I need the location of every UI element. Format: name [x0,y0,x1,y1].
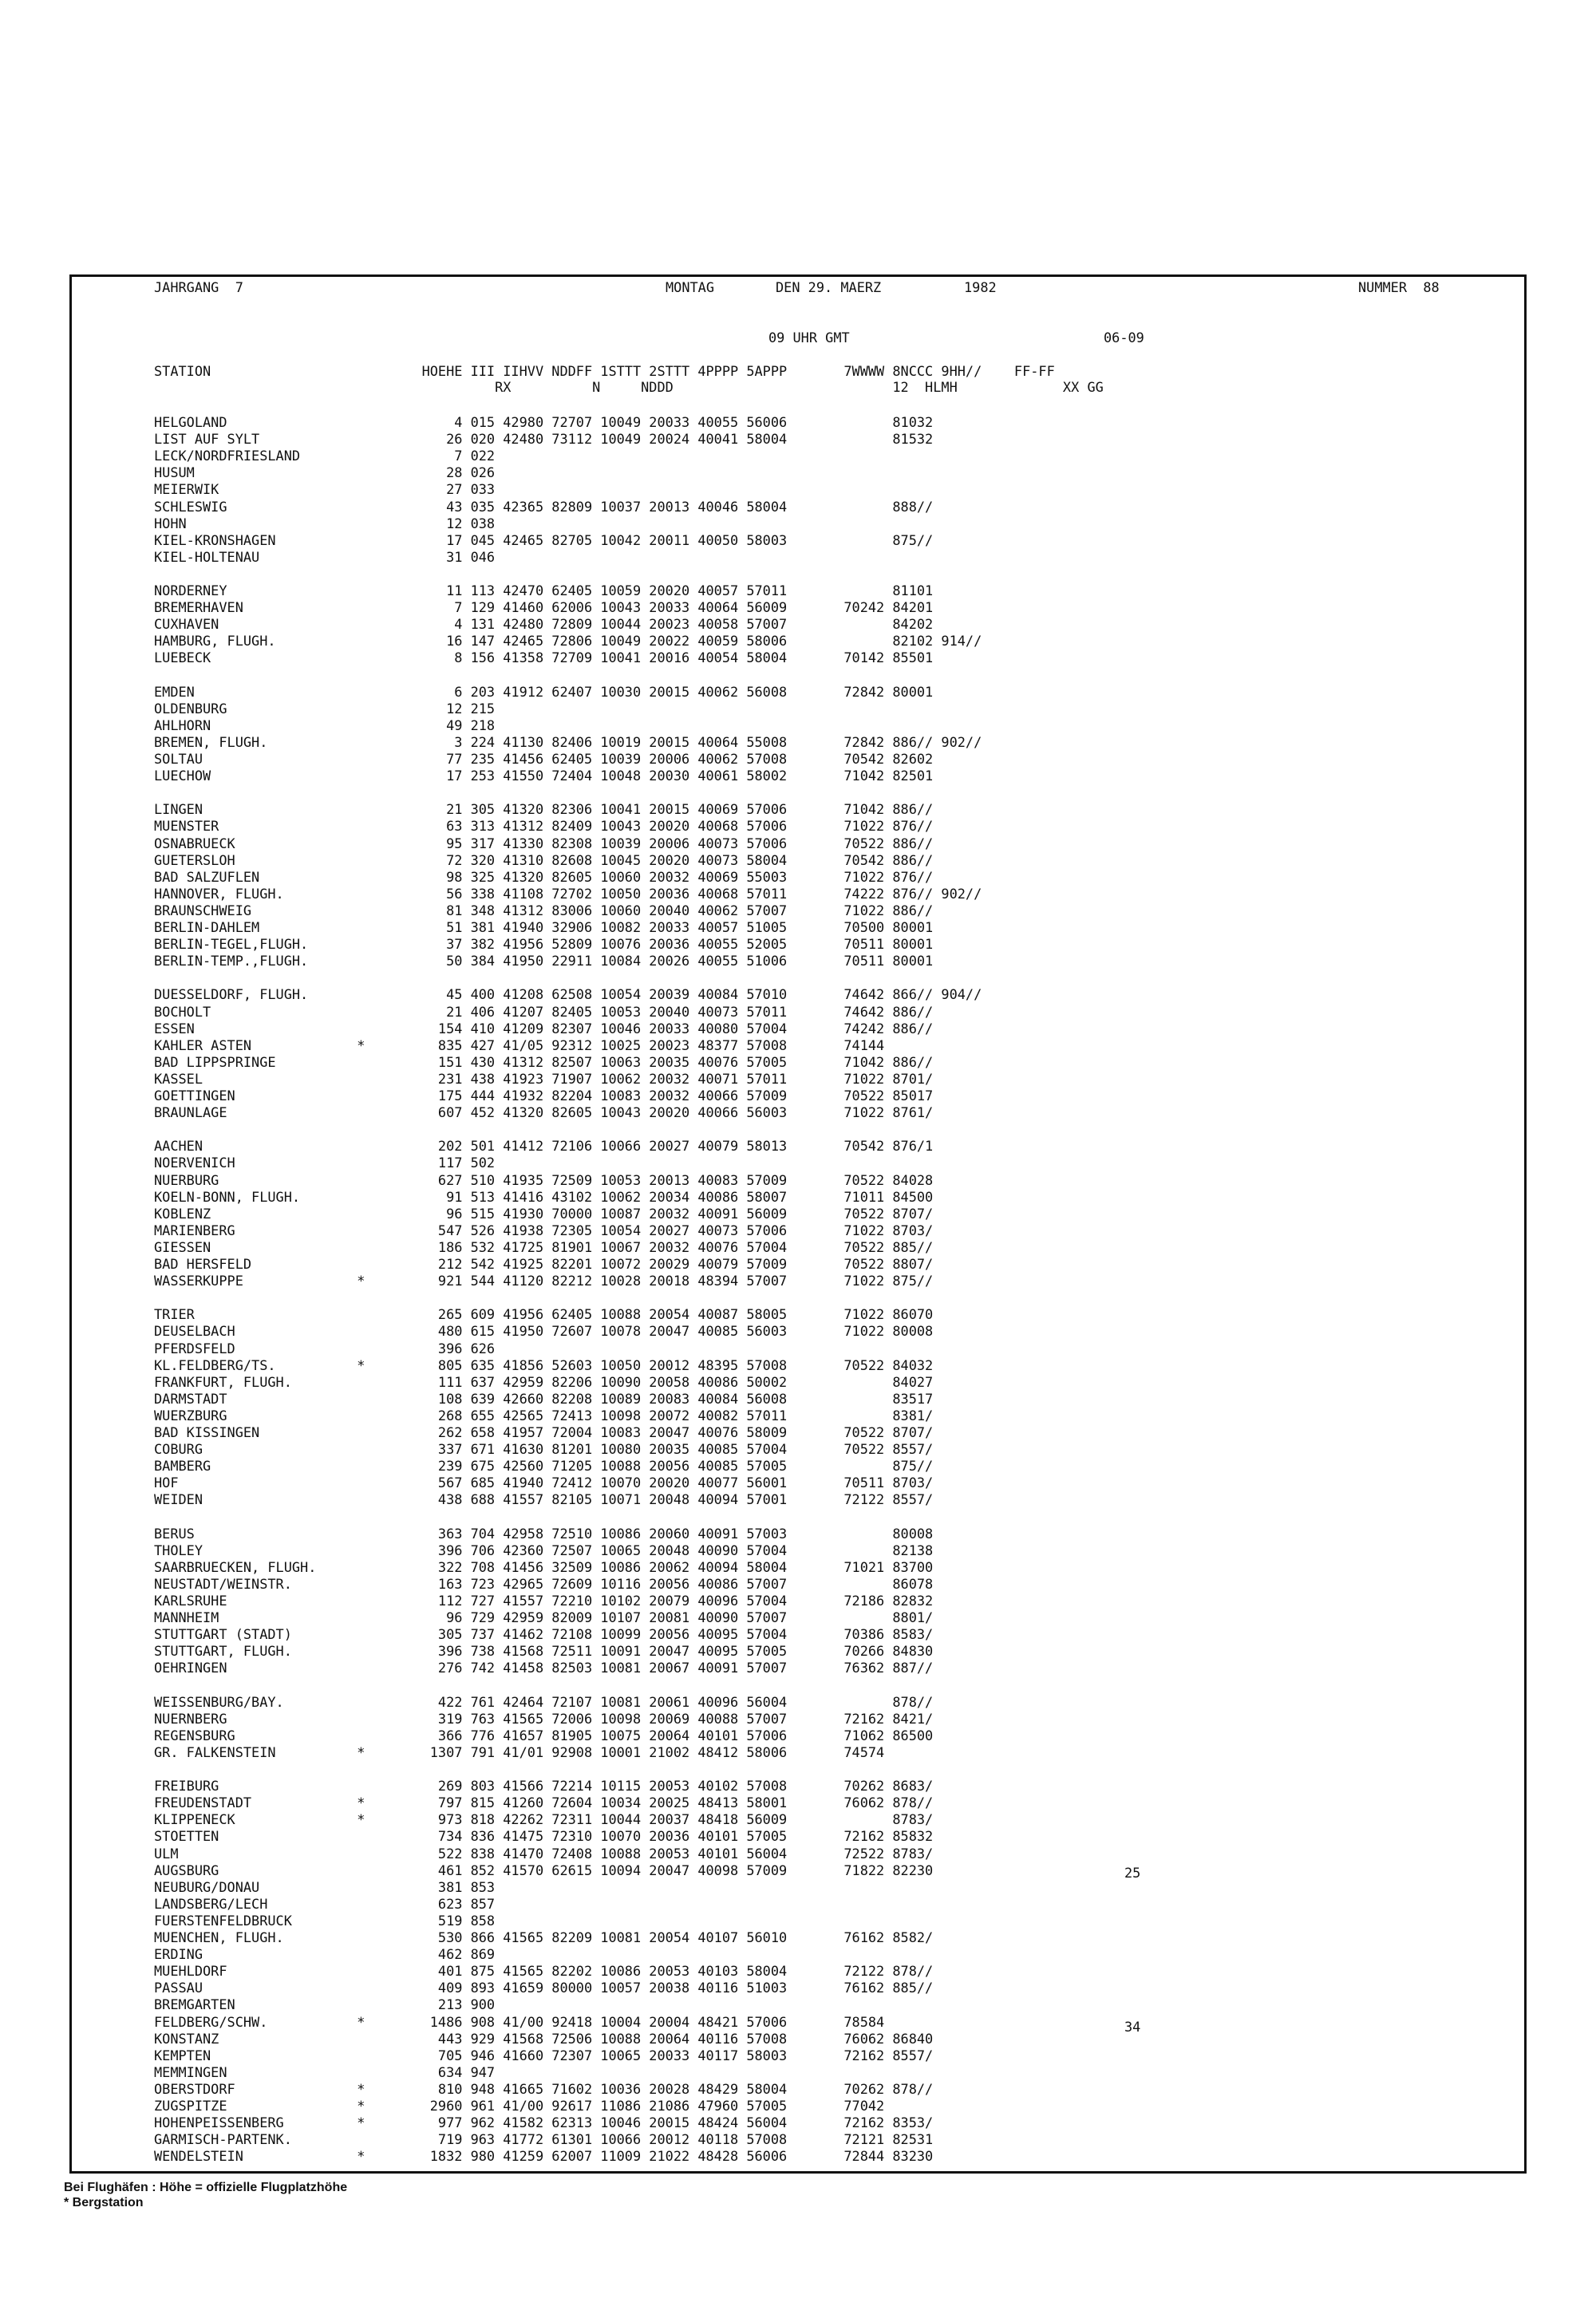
bulletin-frame [69,274,1527,2174]
station-row: WEISSENBURG/BAY. 422 761 42464 72107 10081 20061 40096 56004 878// [154,1694,934,1710]
station-row: BERLIN-TEMP.,FLUGH. 50 384 41950 22911 10084 20026 40055 51006 70511 80001 [154,953,934,969]
column-header-row2: RX N NDDD 12 HLMH XX GG [154,379,1104,395]
station-row: GR. FALKENSTEIN * 1307 791 41/01 92908 10001 21002 48412 58006 74574 [154,1744,885,1760]
station-row: CUXHAVEN 4 131 42480 72809 10044 20023 40058 57007 84202 [154,616,934,632]
station-row: NEUBURG/DONAU 381 853 [154,1879,496,1895]
station-row: BRAUNSCHWEIG 81 348 41312 83006 10060 20040 40062 57007 71022 886// [154,902,934,918]
station-row: LINGEN 21 305 41320 82306 10041 20015 40069 57006 71042 886// [154,801,934,817]
station-row: HUSUM 28 026 [154,464,496,480]
station-row: LUEBECK 8 156 41358 72709 10041 20016 40054 58004 70142 85501 [154,650,934,665]
station-row: BAD KISSINGEN 262 658 41957 72004 10083 20047 40076 58009 70522 8707/ [154,1424,934,1440]
station-row: MUEHLDORF 401 875 41565 82202 10086 20053 40103 58004 72122 878// [154,1963,934,1979]
station-row: MUENCHEN, FLUGH. 530 866 41565 82209 10081 20054 40107 56010 76162 8582/ [154,1929,934,1945]
station-row: BAD LIPPSPRINGE 151 430 41312 82507 10063 20035 40076 57005 71042 886// [154,1054,934,1070]
station-row: KASSEL 231 438 41923 71907 10062 20032 40071 57011 71022 8701/ [154,1071,934,1087]
station-row: SOLTAU 77 235 41456 62405 10039 20006 40062 57008 70542 82602 [154,751,934,767]
station-row: LECK/NORDFRIESLAND 7 022 [154,448,496,464]
station-row: FREUDENSTADT * 797 815 41260 72604 10034 20025 48413 58001 76062 878// [154,1795,934,1810]
station-row: GOETTINGEN 175 444 41932 82204 10083 20032 40066 57009 70522 85017 [154,1088,934,1104]
station-row: BREMERHAVEN 7 129 41460 62006 10043 20033 40064 56009 70242 84201 [154,599,934,615]
observation-time: 09 UHR GMT [768,330,850,346]
station-row: GIESSEN 186 532 41725 81901 10067 20032 40076 57004 70522 885// [154,1239,934,1255]
station-row: HOHN 12 038 [154,515,496,531]
station-row: DEUSELBACH 480 615 41950 72607 10078 20047 40085 56003 71022 80008 [154,1323,934,1339]
station-row: FUERSTENFELDBRUCK 519 858 [154,1913,496,1929]
station-row: LANDSBERG/LECH 623 857 [154,1896,496,1912]
station-row: KOBLENZ 96 515 41930 70000 10087 20032 40091 56009 70522 8707/ [154,1206,934,1222]
station-row: WENDELSTEIN * 1832 980 41259 62007 11009 21022 48428 56006 72844 83230 [154,2148,934,2164]
station-row: ESSEN 154 410 41209 82307 10046 20033 40080 57004 74242 886// [154,1021,934,1037]
station-row: BAMBERG 239 675 42560 71205 10088 20056 40085 57005 875// [154,1458,934,1474]
station-row: DARMSTADT 108 639 42660 82208 10089 20083 40084 56008 83517 [154,1391,934,1407]
station-row: ULM 522 838 41470 72408 10088 20053 40101 56004 72522 8783/ [154,1846,934,1862]
station-row: MEIERWIK 27 033 [154,481,496,497]
station-row: AUGSBURG 461 852 41570 62615 10094 20047 40098 57009 71822 82230 [154,1862,934,1878]
station-row: ERDING 462 869 [154,1946,496,1962]
station-row: KLIPPENECK * 973 818 42262 72311 10044 20037 48418 56009 8783/ [154,1811,934,1827]
station-row: AHLHORN 49 218 [154,717,496,733]
station-row: FELDBERG/SCHW. * 1486 908 41/00 92418 10004 20004 48421 57006 78584 [154,2014,885,2030]
footnote-mountain-station: * Bergstation [64,2196,144,2209]
station-row: NEUSTADT/WEINSTR. 163 723 42965 72609 10116 20056 40086 57007 86078 [154,1576,934,1592]
station-row: SAARBRUECKEN, FLUGH. 322 708 41456 32509 10086 20062 40094 58004 71021 83700 [154,1559,934,1575]
station-row: WASSERKUPPE * 921 544 41120 82212 10028 20018 48394 57007 71022 875// [154,1273,934,1289]
period: 06-09 [1104,330,1144,346]
issue-number: NUMMER 88 [1358,279,1440,295]
station-row: AACHEN 202 501 41412 72106 10066 20027 40079 58013 70542 876/1 [154,1138,934,1154]
station-row: DUESSELDORF, FLUGH. 45 400 41208 62508 10054 20039 40084 57010 74642 866// 904// [154,986,982,1002]
station-row: NOERVENICH 117 502 [154,1155,496,1171]
station-row: EMDEN 6 203 41912 62407 10030 20015 40062 56008 72842 80001 [154,684,934,700]
station-row: BERUS 363 704 42958 72510 10086 20060 40091 57003 80008 [154,1526,934,1542]
footnote-airport-height: Bei Flughäfen : Höhe = offizielle Flugplatzhöhe [64,2181,348,2194]
station-row: GARMISCH-PARTENK. 719 963 41772 61301 10066 20012 40118 57008 72121 82531 [154,2131,934,2147]
station-row: ZUGSPITZE * 2960 961 41/00 92617 11086 21086 47960 57005 77042 [154,2098,885,2114]
station-row: OEHRINGEN 276 742 41458 82503 10081 20067 40091 57007 76362 887// [154,1660,934,1676]
station-row: STUTTGART, FLUGH. 396 738 41568 72511 10091 20047 40095 57005 70266 84830 [154,1643,934,1659]
station-row: NORDERNEY 11 113 42470 62405 10059 20020 40057 57011 81101 [154,582,934,598]
station-row: MANNHEIM 96 729 42959 82009 10107 20081 40090 57007 8801/ [154,1609,934,1625]
footnotes [64,2180,347,2210]
station-row: STUTTGART (STADT) 305 737 41462 72108 10099 20056 40095 57004 70386 8583/ [154,1626,934,1642]
jahrgang: JAHRGANG 7 [154,279,243,295]
station-row: HANNOVER, FLUGH. 56 338 41108 72702 10050 20036 40068 57011 74222 876// 902// [154,886,982,902]
station-row: MEMMINGEN 634 947 [154,2064,496,2080]
station-row: STOETTEN 734 836 41475 72310 10070 20036 40101 57005 72162 85832 [154,1828,934,1844]
year: 1982 [964,279,997,295]
station-row: COBURG 337 671 41630 81201 10080 20035 40085 57004 70522 8557/ [154,1441,934,1457]
station-row: KAHLER ASTEN * 835 427 41/05 92312 10025 20023 48377 57008 74144 [154,1037,885,1053]
station-row: BRAUNLAGE 607 452 41320 82605 10043 20020 40066 56003 71022 8761/ [154,1104,934,1120]
station-row: KIEL-KRONSHAGEN 17 045 42465 82705 10042 20011 40050 58003 875// [154,532,934,548]
station-row: THOLEY 396 706 42360 72507 10065 20048 40090 57004 82138 [154,1542,934,1558]
station-row: REGENSBURG 366 776 41657 81905 10075 20064 40101 57006 71062 86500 [154,1728,934,1743]
station-row: BREMEN, FLUGH. 3 224 41130 82406 10019 20015 40064 55008 72842 886// 902// [154,734,982,750]
station-row: PFERDSFELD 396 626 [154,1341,496,1356]
station-row: FREIBURG 269 803 41566 72214 10115 20053 40102 57008 70262 8683/ [154,1778,934,1794]
station-row: HOHENPEISSENBERG * 977 962 41582 62313 10046 20015 48424 56004 72162 8353/ [154,2114,934,2130]
station-row: HOF 567 685 41940 72412 10070 20020 40077 56001 70511 8703/ [154,1475,934,1491]
station-row: OLDENBURG 12 215 [154,701,496,717]
station-row: BREMGARTEN 213 900 [154,1996,496,2012]
station-row: GUETERSLOH 72 320 41310 82608 10045 20020 40073 58004 70542 886// [154,852,934,868]
station-row: BAD SALZUFLEN 98 325 41320 82605 10060 20032 40069 55003 71022 876// [154,869,934,885]
augsburg-extra-value: 25 [1124,1865,1141,1881]
station-row: KL.FELDBERG/TS. * 805 635 41856 52603 10050 20012 48395 57008 70522 84032 [154,1357,934,1373]
station-row: HELGOLAND 4 015 42980 72707 10049 20033 40055 56006 81032 [154,414,934,430]
station-row: PASSAU 409 893 41659 80000 10057 20038 40116 51003 76162 885// [154,1980,934,1996]
date: DEN 29. MAERZ [776,279,882,295]
station-row: SCHLESWIG 43 035 42365 82809 10037 20013 40046 58004 888// [154,499,934,515]
station-row: TRIER 265 609 41956 62405 10088 20054 40087 58005 71022 86070 [154,1306,934,1322]
station-row: KARLSRUHE 112 727 41557 72210 10102 20079 40096 57004 72186 82832 [154,1593,934,1609]
station-row: KONSTANZ 443 929 41568 72506 10088 20064 40116 57008 76062 86840 [154,2031,934,2047]
station-row: MUENSTER 63 313 41312 82409 10043 20020 40068 57006 71022 876// [154,818,934,834]
station-row: WEIDEN 438 688 41557 82105 10071 20048 40094 57001 72122 8557/ [154,1491,934,1507]
weekday: MONTAG [666,279,715,295]
station-row: OSNABRUECK 95 317 41330 82308 10039 20006 40073 57006 70522 886// [154,835,934,851]
station-row: KEMPTEN 705 946 41660 72307 10065 20033 40117 58003 72162 8557/ [154,2047,934,2063]
station-row: BAD HERSFELD 212 542 41925 82201 10072 20029 40079 57009 70522 8807/ [154,1256,934,1272]
station-row: KIEL-HOLTENAU 31 046 [154,549,496,565]
station-row: MARIENBERG 547 526 41938 72305 10054 20027 40073 57006 71022 8703/ [154,1222,934,1238]
station-row: LUECHOW 17 253 41550 72404 10048 20030 40061 58002 71042 82501 [154,768,934,784]
station-row: BOCHOLT 21 406 41207 82405 10053 20040 40073 57011 74642 886// [154,1004,934,1020]
station-row: NUERBURG 627 510 41935 72509 10053 20013 40083 57009 70522 84028 [154,1172,934,1188]
station-row: BERLIN-DAHLEM 51 381 41940 32906 10082 20033 40057 51005 70500 80001 [154,919,934,935]
feldberg-extra-value: 34 [1124,2019,1141,2035]
station-row: FRANKFURT, FLUGH. 111 637 42959 82206 10090 20058 40086 50002 84027 [154,1374,934,1390]
column-header-row1: STATION HOEHE III IIHVV NDDFF 1STTT 2STTT 4PPPP 5APPP 7WWWW 8NCCC 9HH// FF-FF [154,363,1055,379]
station-row: WUERZBURG 268 655 42565 72413 10098 20072 40082 57011 8381/ [154,1408,934,1423]
station-row: LIST AUF SYLT 26 020 42480 73112 10049 20024 40041 58004 81532 [154,431,934,447]
station-row: HAMBURG, FLUGH. 16 147 42465 72806 10049 20022 40059 58006 82102 914// [154,633,982,649]
station-row: KOELN-BONN, FLUGH. 91 513 41416 43102 10062 20034 40086 58007 71011 84500 [154,1189,934,1205]
station-row: BERLIN-TEGEL,FLUGH. 37 382 41956 52809 10076 20036 40055 52005 70511 80001 [154,936,934,952]
station-row: NUERNBERG 319 763 41565 72006 10098 20069 40088 57007 72162 8421/ [154,1711,934,1727]
station-table [154,414,1511,2170]
station-row: OBERSTDORF * 810 948 41665 71602 10036 20028 48429 58004 70262 878// [154,2081,934,2097]
